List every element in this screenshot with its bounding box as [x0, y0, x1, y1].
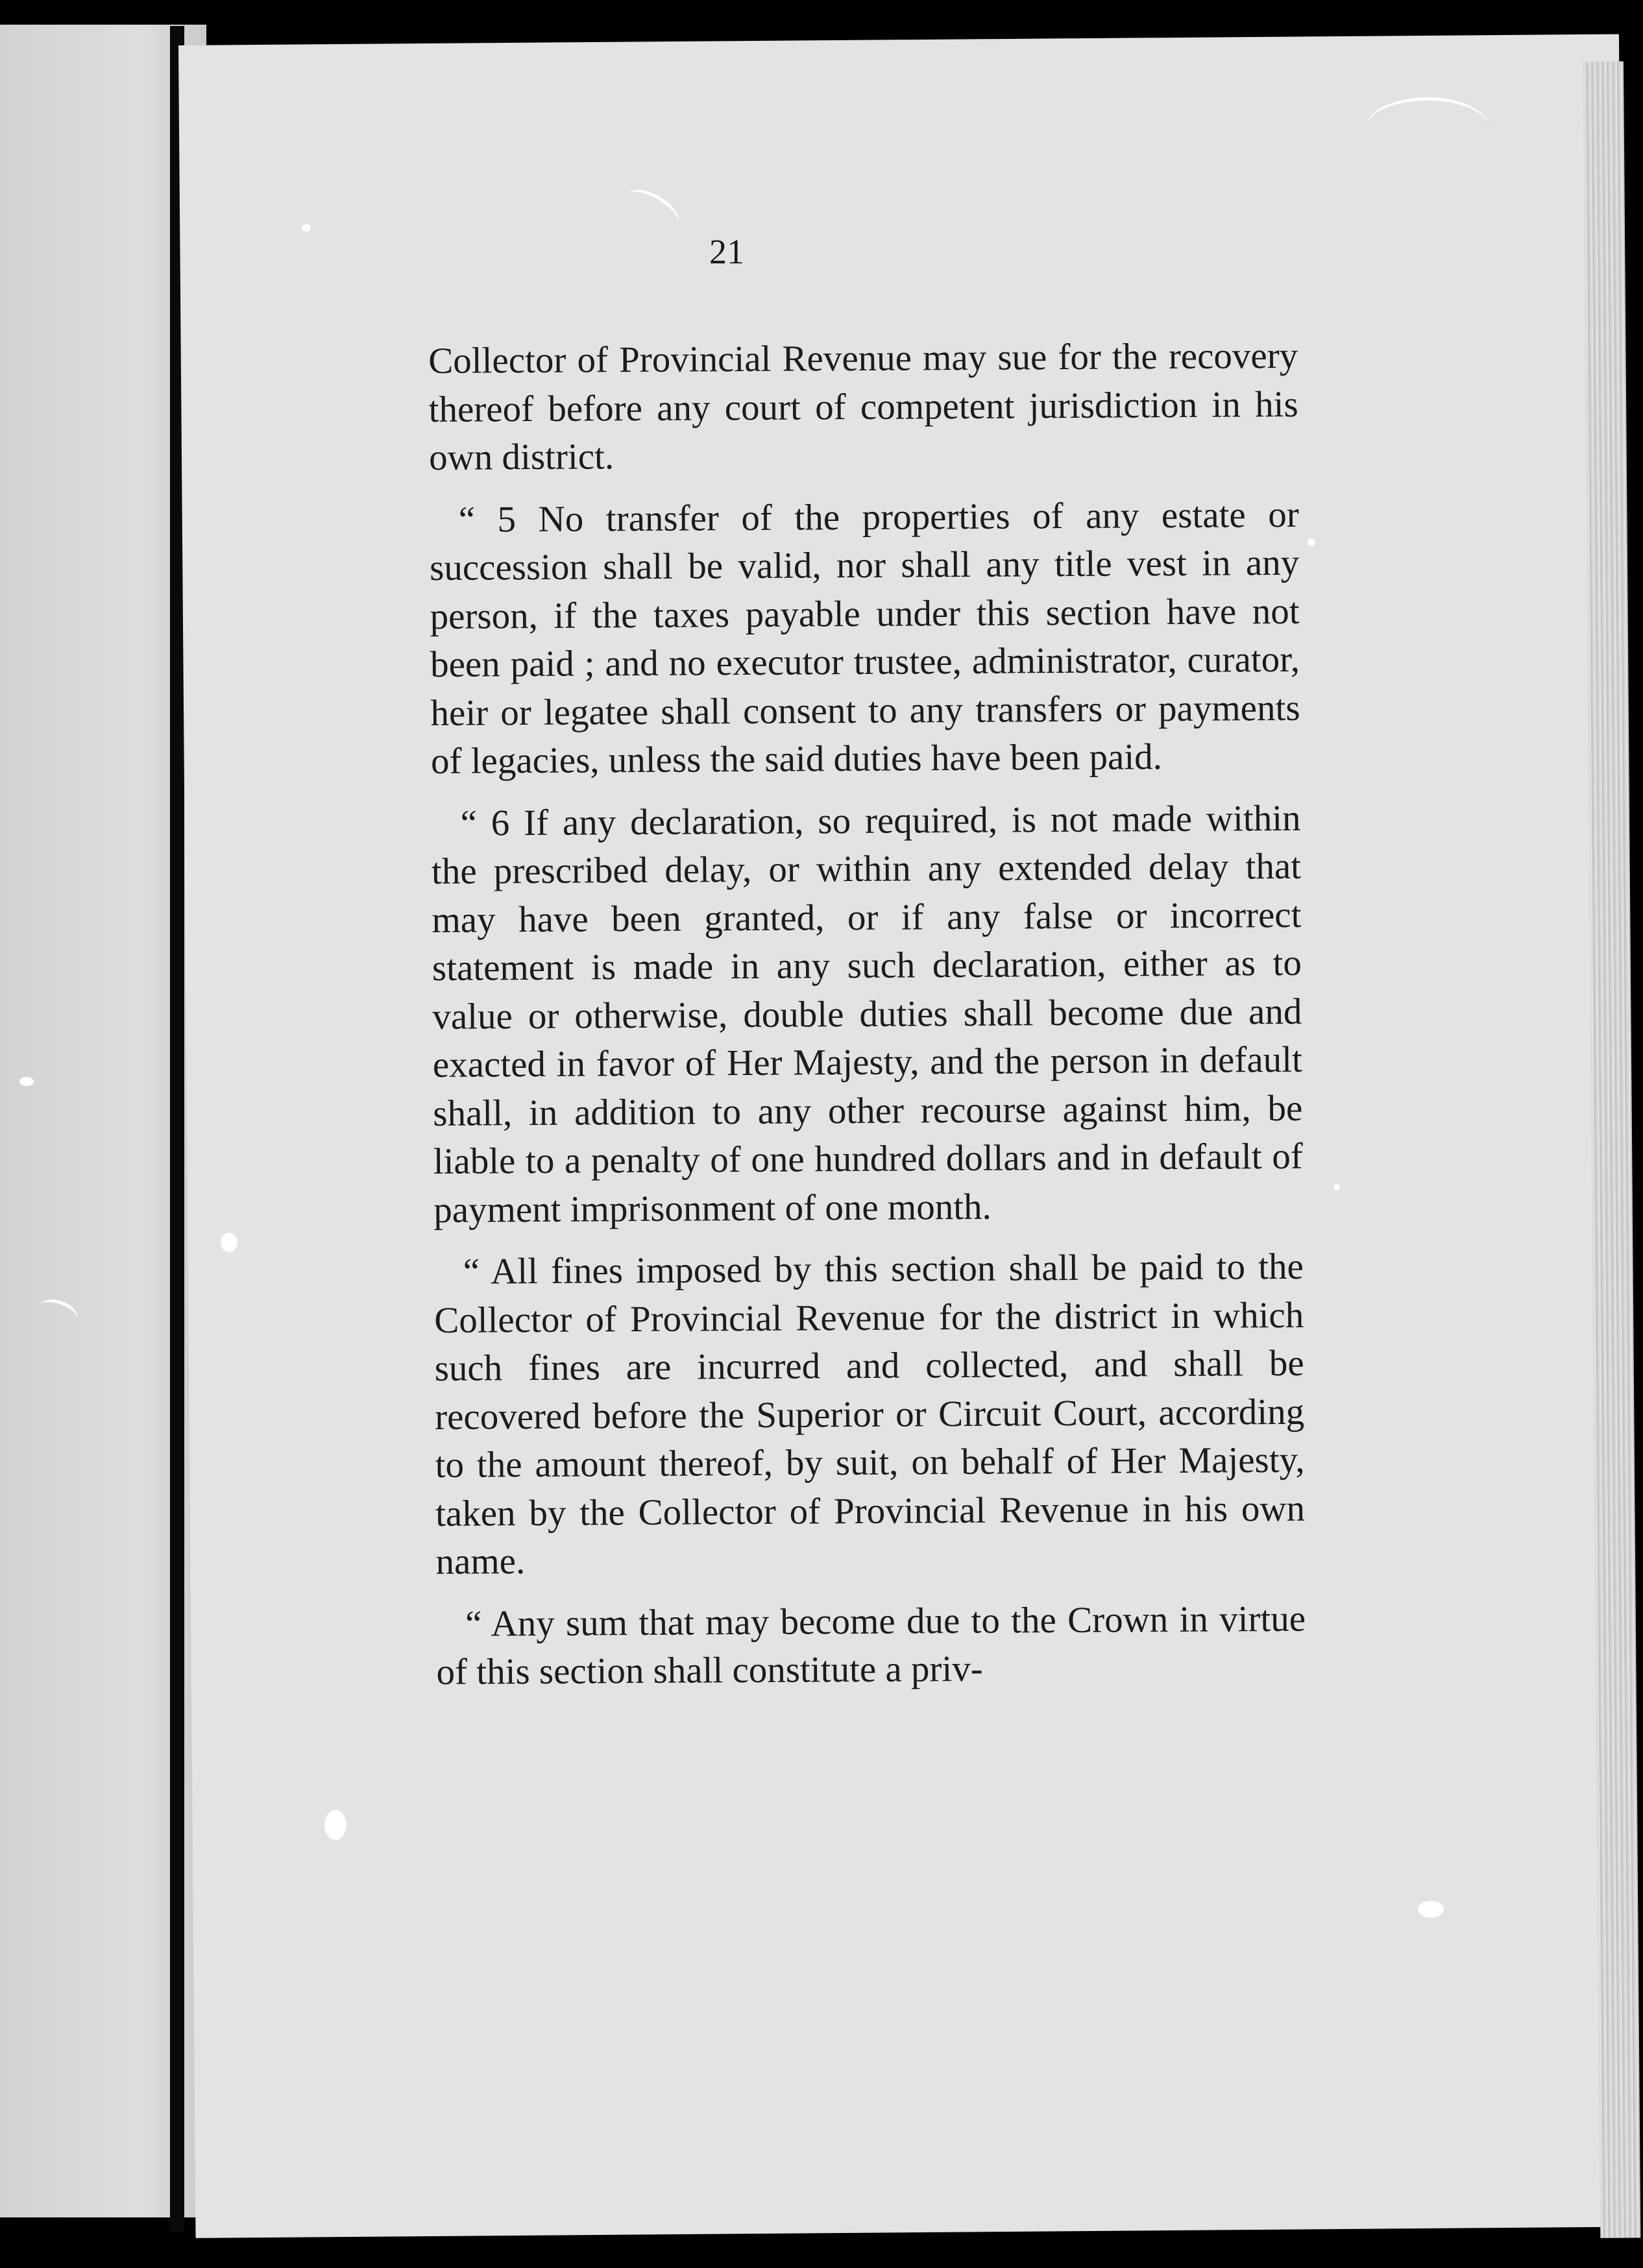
scan-speck	[1333, 1184, 1340, 1190]
scan-speck	[324, 1810, 347, 1840]
paragraph-1: Collector of Provincial Revenue may sue for the recovery thereof before any court of competent jurisdiction in his own district.	[428, 335, 1298, 478]
paragraph-2: “ 5 No transfer of the properties of any estate or succession shall be valid, nor shall any title vest in any person, if the taxes payable under this section have not been paid ; and no executor trustee, administrator, curator, heir or legatee shall consent to any transfers or payments of legacies, unless the said duties have been paid.	[429, 494, 1300, 782]
scan-speck	[302, 224, 311, 232]
scan-scratch	[1366, 97, 1489, 159]
paragraph-3: “ 6 If any declaration, so required, is not made within the prescribed delay, or within any extended delay that may have been granted, or if any false or incorrect statement is made in any such declaration, either as to value or otherwise, double duties shall become due and exacted in favor of Her Majesty, and the person in default shall, in addition to any other recourse against him, be liable to a penalty of one hundred dollars and in default of payment imprisonment of one month.	[431, 797, 1303, 1231]
body-text	[428, 332, 1306, 1711]
scan-speck	[221, 1233, 237, 1252]
scan-speck	[1418, 1901, 1444, 1918]
scan-speck	[1308, 538, 1315, 546]
scan-speck	[19, 1077, 34, 1086]
paragraph-5: “ Any sum that may become due to the Crown in virtue of this section shall constitute a priv-	[436, 1598, 1306, 1693]
page-number: 21	[709, 232, 744, 271]
paragraph-4: “ All fines imposed by this section shall be paid to the Collector of Provincial Revenue for the district in which such fines are incurred and collected, and shall be recovered before the Superior or Circuit Court, according to the amount thereof, by suit, on behalf of Her Majesty, taken by the Collector of Provincial Revenue in his own name.	[434, 1246, 1306, 1582]
